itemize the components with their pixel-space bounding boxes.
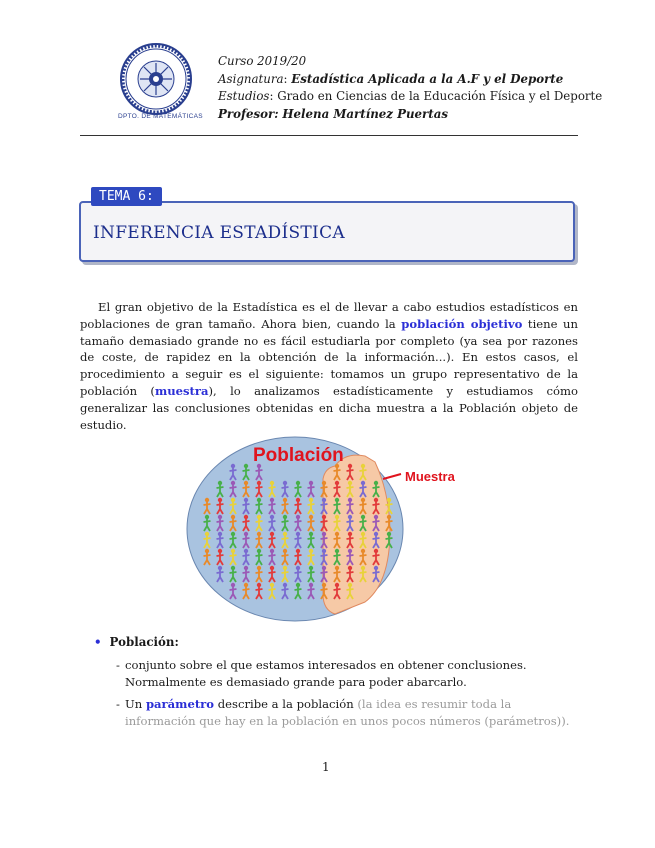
tema-title: INFERENCIA ESTADÍSTICA (93, 223, 345, 243)
muestra-label: Muestra (405, 469, 455, 484)
keyword-poblacion-objetivo: población objetivo (401, 316, 523, 331)
profesor-line: Profesor: Helena Martínez Puertas (218, 106, 448, 121)
page-number: 1 (322, 760, 330, 774)
keyword-muestra: muestra (154, 383, 209, 398)
dash-icon: - (116, 697, 120, 711)
muestra-pointer (383, 474, 401, 479)
population-sample-figure (185, 434, 485, 624)
poblacion-label: Población (253, 445, 344, 466)
bullet-dot-icon: • (94, 635, 102, 649)
sub-item-conjunto: - conjunto sobre el que estamos interesados en obtener conclusiones. Normalmente es demasiado grande para poder abarcarlo. (116, 658, 527, 689)
estudios-line: Estudios: Grado en Ciencias de la Educación Física y el Deporte (218, 89, 603, 103)
dash-icon: - (116, 658, 120, 672)
course-header (218, 53, 602, 123)
logo-caption: DPTO. DE MATEMÁTICAS (118, 113, 203, 120)
sub-item-parametro: - Un parámetro describe a la población (la idea es resumir toda la información que hay en la población en unos pocos números (parámetros)). (116, 697, 570, 728)
tema-tab: TEMA 6: (91, 187, 162, 206)
sample-region (323, 455, 390, 614)
keyword-parametro: parámetro (145, 697, 215, 711)
curso-line: Curso 2019/20 (218, 54, 307, 68)
header-divider (80, 135, 578, 136)
asignatura-line: Asignatura: Estadística Aplicada a la A.F y el Deporte (218, 71, 564, 86)
bullet-poblacion: • Población: (94, 635, 179, 649)
intro-paragraph: El gran objetivo de la Estadística es el de llevar a cabo estudios estadísticos en poblaciones de gran tamaño. Ahora bien, cuando la población objetivo tiene un tamaño demasiado grande no es fácil estudiarla por completo (ya sea por razones de coste, de rapidez en la obtención de la información...). En estos casos, el procedimiento a seguir es el siguiente: tomamos un grupo representativo de la población (muestra), lo analizamos estadísticamente y estudiamos cómo generalizar las conclusiones obtenidas en dicha muestra a la Población objeto de estudio. (80, 300, 578, 432)
